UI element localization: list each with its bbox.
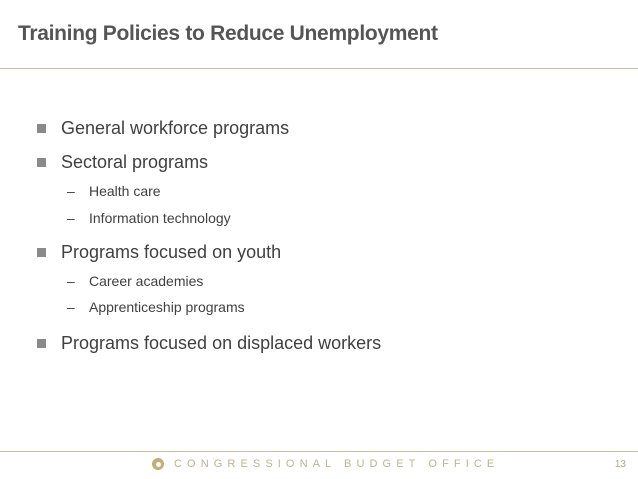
bullet-label: Programs focused on youth — [61, 242, 282, 262]
sub-bullet-information-technology — [67, 210, 231, 226]
sub-bullet-apprenticeship — [67, 299, 245, 315]
bullet-item-general-workforce — [37, 118, 289, 139]
bullet-label: Programs focused on displaced workers — [61, 333, 382, 353]
square-bullet-icon — [37, 124, 46, 133]
dash-icon: – — [67, 183, 75, 199]
bullet-label: Sectoral programs — [61, 152, 209, 172]
footer-divider — [0, 451, 638, 452]
bullet-item-youth — [37, 242, 281, 263]
dash-icon: – — [67, 299, 75, 315]
footer-org-name: CONGRESSIONAL BUDGET OFFICE — [174, 458, 500, 470]
cbo-logo-icon — [152, 458, 164, 470]
square-bullet-icon — [37, 248, 46, 257]
bullet-item-sectoral — [37, 152, 208, 173]
dash-icon: – — [67, 273, 75, 289]
square-bullet-icon — [37, 339, 46, 348]
sub-bullet-label: Health care — [89, 183, 161, 199]
slide-title: Training Policies to Reduce Unemployment — [18, 22, 438, 45]
footer-branding — [152, 458, 499, 470]
square-bullet-icon — [37, 158, 46, 167]
bullet-item-displaced-workers — [37, 333, 381, 354]
sub-bullet-label: Apprenticeship programs — [89, 299, 245, 315]
sub-bullet-label: Information technology — [89, 210, 231, 226]
page-number: 13 — [614, 459, 626, 470]
sub-bullet-career-academies — [67, 273, 203, 289]
sub-bullet-health-care — [67, 183, 161, 199]
bullet-label: General workforce programs — [61, 118, 290, 138]
dash-icon: – — [67, 210, 75, 226]
sub-bullet-label: Career academies — [89, 273, 204, 289]
